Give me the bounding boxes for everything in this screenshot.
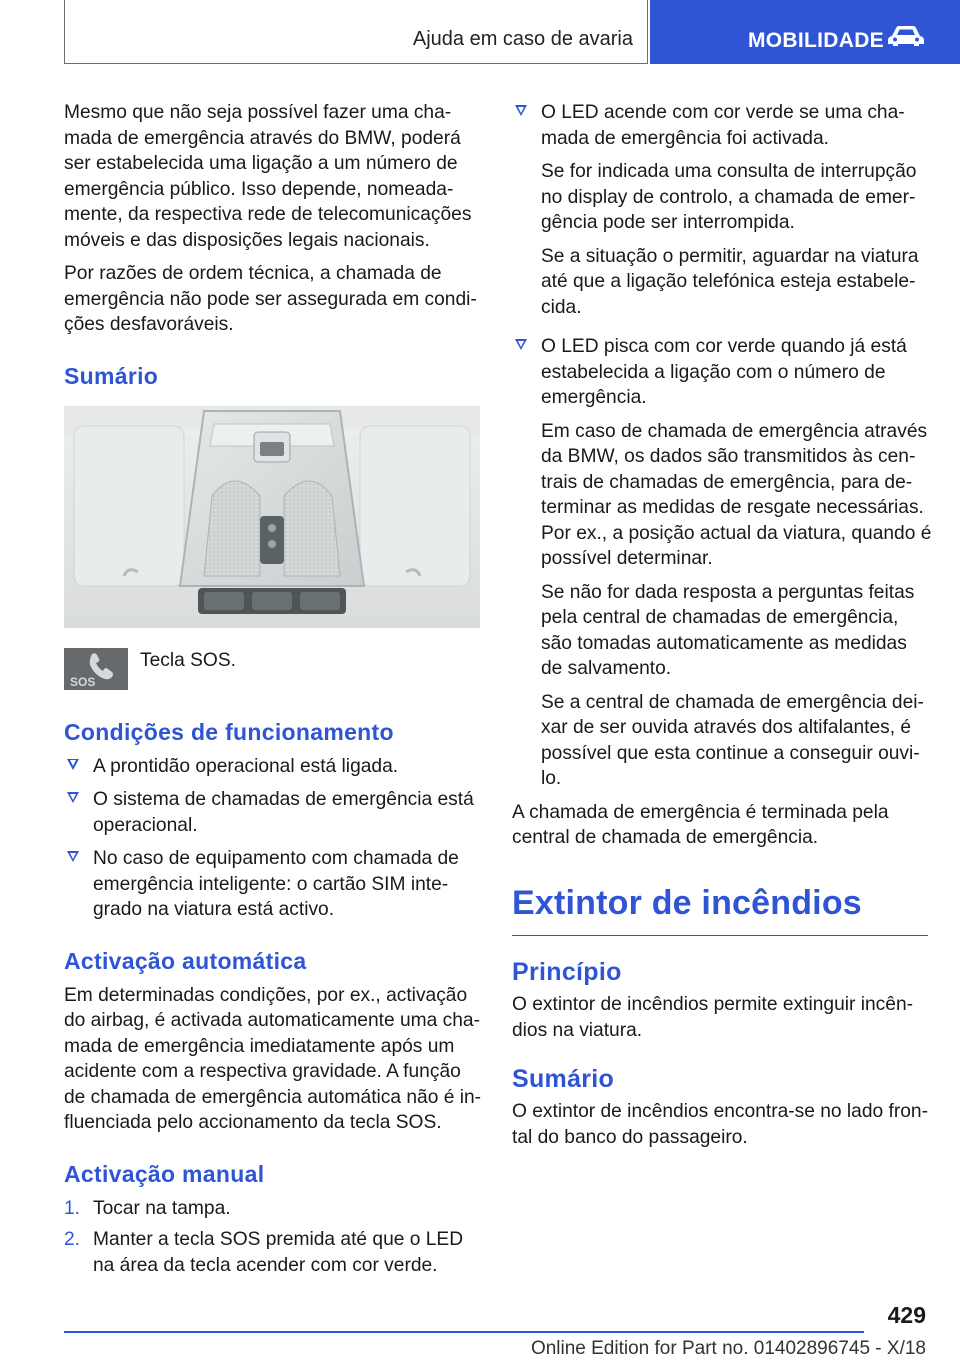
bullet-triangle-icon xyxy=(515,105,527,116)
header-section-title: Ajuda em caso de avaria xyxy=(412,28,633,50)
footer-rule xyxy=(64,1331,864,1333)
heading-condicoes: Condições de funcionamento xyxy=(64,718,394,745)
left-column xyxy=(64,100,482,1284)
heading-sumario: Sumário xyxy=(64,362,159,389)
heading-activacao-manual: Activação manual xyxy=(64,1160,265,1187)
list-item: No caso de equipamento com chamada de emergência inteligente: o cartão SIM integrado na viatura está activo. xyxy=(64,846,482,923)
heading-rule xyxy=(512,935,928,937)
header-chapter-tab[interactable] xyxy=(650,0,960,64)
sos-key-legend xyxy=(64,648,482,696)
principio-text: O extintor de incêndios permite extinguir incêndios na viatura. xyxy=(512,994,914,1041)
right-column xyxy=(512,100,932,1158)
led-status-list xyxy=(512,100,932,792)
heading-principio: Princípio xyxy=(512,958,622,986)
step-item: 2. Manter a tecla SOS premida até que o LED na área da tecla acender com cor verde. xyxy=(64,1229,464,1276)
bullet-triangle-icon xyxy=(67,759,79,770)
bullet-triangle-icon xyxy=(67,792,79,803)
technical-paragraph: Por razões de ordem técnica, a chamada de emergência não pode ser assegurada em condições desfavoráveis. xyxy=(64,263,477,335)
header-chapter-title: MOBILIDADE xyxy=(748,29,884,52)
bullet-triangle-icon xyxy=(515,339,527,350)
auto-activation-text: Em determinadas condições, por ex., activação do airbag, é activada automaticamente uma chamada de emergência imediatamente após um acidente com a respectiva gravidade. A função de chamada de emergência automática não é influenciada pelo accionamento da tecla SOS. xyxy=(64,984,482,1133)
heading-extintor: Extintor de incêndios xyxy=(512,883,862,922)
sumario-extintor-text: O extintor de incêndios encontra-se no lado frontal do banco do passageiro. xyxy=(512,1101,928,1148)
list-item: O LED pisca com cor verde quando já está estabelecida a ligação com o número de emergência. Em caso de chamada de emergência através da BMW, os dados são transmitidos às centrais de chamadas de emergência, para determinar as medidas de resgate necessárias. Por ex., a posição actual da viatura, quando é possível determinar. Se não for dada resposta a perguntas feitas pela central de chamadas de emergência, são tomadas automaticamente as medidas de salvamento. Se a central de chamada de emergência deixar de ser ouvida através dos altifalantes, é possível que esta continue a conseguir ouvi-lo. xyxy=(512,334,932,792)
sos-caption: Tecla SOS. xyxy=(140,649,236,671)
bullet-triangle-icon xyxy=(67,851,79,862)
list-item: O LED acende com cor verde se uma chamada de emergência foi activada. Se for indicada uma consulta de interrupção no display de controlo, a chamada de emergência pode ser interrompida. Se a situação o permitir, aguardar na viatura até que a ligação telefónica esteja estabelecida. xyxy=(512,100,932,320)
call-end-text: A chamada de emergência é terminada pela central de chamada de emergência. xyxy=(512,801,889,848)
heading-sumario-extintor: Sumário xyxy=(512,1065,615,1093)
car-icon xyxy=(886,24,926,48)
sos-button-icon xyxy=(64,648,128,690)
step-item: 1. Tocar na tampa. xyxy=(64,1197,231,1219)
conditions-list xyxy=(64,754,482,923)
sos-icon-label: SOS xyxy=(70,674,96,689)
header-section-box xyxy=(64,0,648,64)
page-number: 429 xyxy=(887,1302,926,1328)
manual-steps-list xyxy=(64,1196,482,1279)
footer-edition: Online Edition for Part no. 01402896745 - X/18 xyxy=(530,1338,926,1359)
intro-paragraph: Mesmo que não seja possível fazer uma chamada de emergência através do BMW, poderá ser estabelecida uma ligação a um número de emergência público. Isso depende, nomeadamente, da respectiva rede de telecomunicações móveis e das disposições legais nacionais. xyxy=(64,102,472,251)
list-item: A prontidão operacional está ligada. xyxy=(64,754,482,780)
overhead-console-image xyxy=(64,406,480,628)
list-item: O sistema de chamadas de emergência está operacional. xyxy=(64,787,482,838)
heading-activacao-automatica: Activação automática xyxy=(64,947,307,974)
